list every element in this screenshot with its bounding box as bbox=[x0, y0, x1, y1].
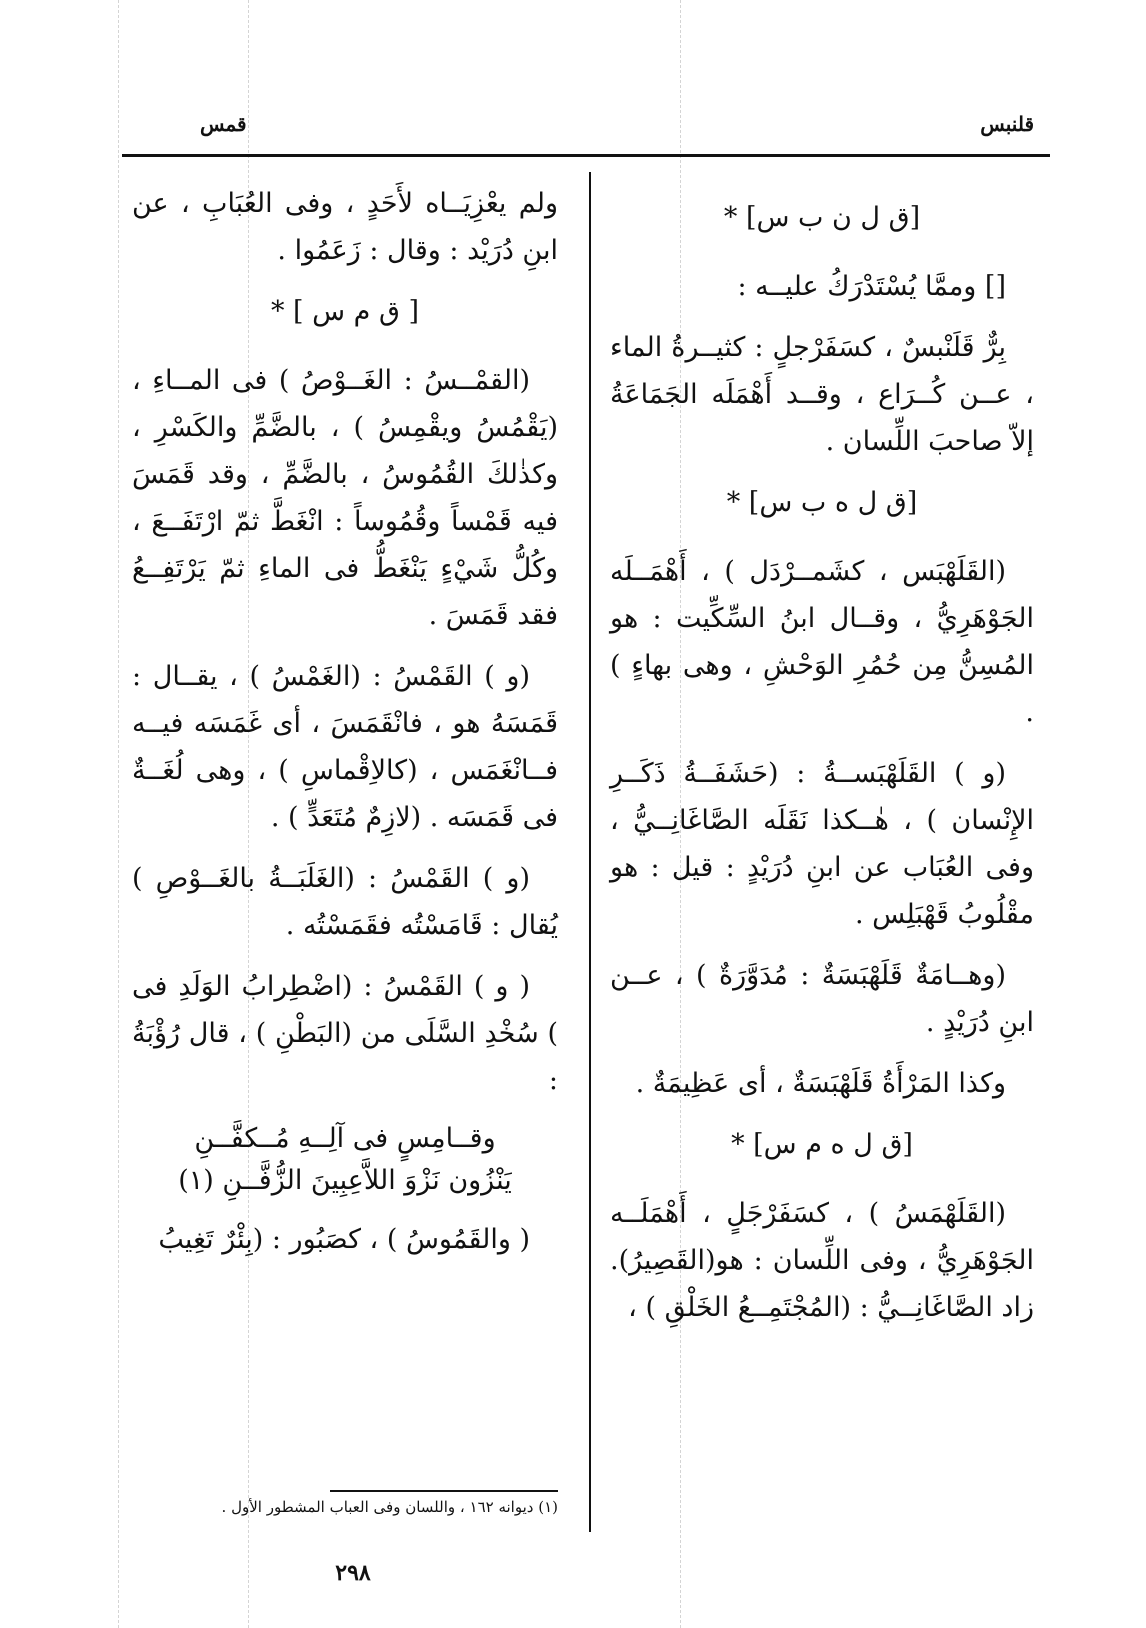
paragraph: ولم يعْزِيَــاه لأَحَدٍ ، وفى العُبَابِ ، عن ابنِ دُرَيْد : وقال : زَعَمُوا . bbox=[132, 188, 558, 266]
entry-heading: [ق ل ه م س] * bbox=[731, 1129, 913, 1160]
running-head-left: قمس bbox=[200, 112, 247, 136]
scan-guide-line bbox=[118, 0, 119, 1628]
left-column bbox=[132, 180, 558, 1277]
paragraph: (القَلَهْبَس ، كشَمــرْدَل ) ، أَهْمَــلَه الجَوْهَرِيُّ ، وقــال ابنُ السِّكِّيت : هو المُسِنُّ مِن حُمُرِ الوَحْشِ ، وهى بهاءٍ ) . bbox=[610, 556, 1034, 728]
column-divider bbox=[589, 172, 591, 1532]
paragraph: (وهــامَةٌ قَلَهْبَسَةٌ : مُدَوَّرَةٌ ) ، عــن ابنِ دُرَيْدٍ . bbox=[610, 960, 1034, 1038]
entry-heading: [ق ل ه ب س] * bbox=[726, 487, 918, 518]
paragraph: (القَلَهْمَسُ ) ، كسَفَرْجَلٍ ، أَهْمَلَــه الجَوْهَرِيُّ ، وفى اللِّسان : هو(القَصِيرُ). زاد الصَّاغَانِــيُّ : (المُجْتَمِــعُ الخَلْقِ ) ، bbox=[610, 1198, 1034, 1323]
paragraph: بِرٌّ قَلَنْبسٌ ، كسَفَرْجلٍ : كثيــرةُ الماء ، عــن كُــرَاع ، وقــد أَهْمَلَه الجَمَاعَةُ إلاّ صاحبَ اللِّسان . bbox=[610, 332, 1034, 457]
paragraph: (و ) القَمْسُ : (الغَمْسُ ) ، يقــال : قَمَسَهُ هو ، فانْقَمَسَ ، أى غَمَسَه فيــه فــانْغَمَس ، (كالاِقْماسِ ) ، وهى لُغَــةٌ فى قَمَسَه . (لازِمٌ مُتَعَدٍّ ) . bbox=[132, 661, 558, 833]
paragraph: وكذا المَرْأَةُ قَلَهْبَسَةٌ ، أى عَظِيمَةٌ . bbox=[635, 1068, 1006, 1099]
paragraph: (و ) القَلَهْبَســةُ : (حَشَفَــةُ ذَكَــرِ الإِنْسان ) ، هٰــكذا نَقَلَه الصَّاغَانِــيُّ ، وفى العُبَاب عن ابنِ دُرَيْدٍ : قيل : هو مقْلُوبُ قَهْبَلِس . bbox=[610, 758, 1034, 930]
running-head-right: قلنبس bbox=[980, 112, 1034, 136]
entry-heading: [ق ل ن ب س] * bbox=[723, 202, 921, 233]
paragraph: (القمْــسُ : الغَــوْصُ ) فى المــاءِ ، (يَقْمُسُ ويقْمِسُ ) ، بالضَّمِّ والكَسْرِ ، وكذٰلكَ القُمُوسُ ، بالضَّمِّ ، وقد قَمَسَ فيه قَمْساً وقُمُوساً : انْغَطَّ ثمّ ارْتَفَــعَ ، وكُلُّ شَيْءٍ يَنْغَطُّ فى الماءِ ثمّ يَرْتَفِــعُ فقد قَمَسَ . bbox=[132, 365, 558, 631]
verse-line: وقــامِسٍ فى آلِــهِ مُــكفَّــنِ bbox=[194, 1123, 496, 1154]
header-rule bbox=[122, 154, 1050, 157]
paragraph: ( والقَمُوسُ ) ، كصَبُور : (بِئْرٌ تَغِيبُ bbox=[158, 1224, 530, 1255]
paragraph: ( و ) القَمْسُ : (اضْطِرابُ الوَلَدِ فى ) سُخْدِ السَّلَى من (البَطْنِ ) ، قال رُؤْبَةُ : bbox=[132, 971, 558, 1096]
footnote: (١) ديوانه ١٦٢ ، واللسان وفى العباب المشطور الأول . bbox=[221, 1498, 558, 1516]
verse-line: يَنْزُون نَزْوَ اللاَّعِبِينَ الزُّفَّــنِ (١) bbox=[178, 1165, 512, 1196]
paragraph: (و ) القَمْسُ : (الغَلَبَــةُ بالغَــوْصِ ) يُقال : قَامَسْتُه فقَمَسْتُه . bbox=[132, 863, 558, 941]
verse-block bbox=[132, 1118, 558, 1202]
page-number: ٢٩٨ bbox=[335, 1560, 371, 1586]
entry-heading: [ ق م س ] * bbox=[270, 296, 420, 327]
footnote-rule bbox=[330, 1490, 558, 1492]
paragraph: [] وممَّا يُسْتَدْرَكُ عليــه : bbox=[737, 271, 1006, 302]
right-column bbox=[610, 180, 1034, 1345]
page-number-row bbox=[0, 1560, 1146, 1586]
